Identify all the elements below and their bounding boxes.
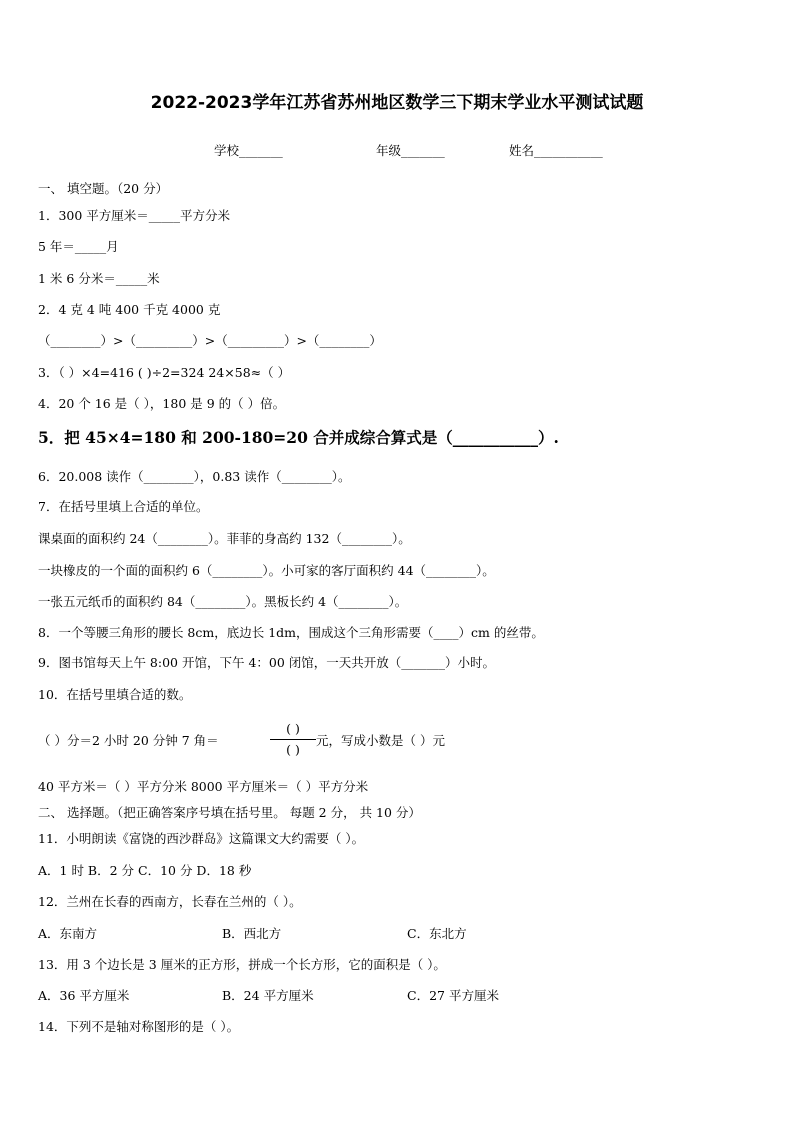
q4: 4．20 个 16 是（ ），180 是 9 的（ ）倍。 bbox=[38, 396, 286, 411]
q12-option-a: A．东南方 bbox=[38, 926, 98, 941]
q3: 3．（ ）×4=416 ( )÷2=324 24×58≈（ ） bbox=[38, 365, 291, 380]
q8: 8．一个等腰三角形的腰长 8cm，底边长 1dm，围成这个三角形需要（____）cm 的丝带。 bbox=[38, 625, 544, 640]
q7-c: 一张五元纸币的面积约 84（________）。黑板长约 4（________）。 bbox=[38, 594, 408, 609]
q2-a: 2．4 克 4 吨 400 千克 4000 克 bbox=[38, 302, 221, 317]
q7-b: 一块橡皮的一个面的面积约 6（________）。小可家的客厅面积约 44（________）。 bbox=[38, 563, 495, 578]
fraction-numerator: ( ) bbox=[286, 721, 300, 736]
q12-option-b: B．西北方 bbox=[222, 926, 282, 941]
grade-field: 年级_______ bbox=[376, 143, 445, 158]
q7-a: 课桌面的面积约 24（________）。菲菲的身高约 132（________）。 bbox=[38, 531, 411, 546]
q1-b: 5 年＝_____月 bbox=[38, 239, 119, 254]
q5: 5．把 45×4=180 和 200-180=20 合并成综合算式是（___________）. bbox=[38, 428, 559, 447]
q1-c: 1 米 6 分米＝_____米 bbox=[38, 271, 160, 286]
q9: 9．图书馆每天上午 8:00 开馆，下午 4：00 闭馆，一天共开放（_______）小时。 bbox=[38, 655, 496, 670]
q1-a: 1．300 平方厘米＝_____平方分米 bbox=[38, 208, 231, 223]
q13-option-c: C．27 平方厘米 bbox=[407, 988, 499, 1003]
q11-stem: 11．小明朗读《富饶的西沙群岛》这篇课文大约需要（ ）。 bbox=[38, 831, 365, 846]
q10-fraction bbox=[270, 720, 316, 759]
fraction-denominator: ( ) bbox=[286, 742, 300, 757]
q11-options: A．1 时 B．2 分 C．10 分 D．18 秒 bbox=[38, 863, 252, 878]
q7-stem: 7．在括号里填上合适的单位。 bbox=[38, 499, 209, 514]
q12-stem: 12．兰州在长春的西南方，长春在兰州的（ ）。 bbox=[38, 894, 302, 909]
section-2-heading: 二、 选择题。（把正确答案序号填在括号里。 每题 2 分， 共 10 分） bbox=[38, 805, 421, 820]
q12-option-c: C．东北方 bbox=[407, 926, 467, 941]
page-title: 2022-2023学年江苏省苏州地区数学三下期末学业水平测试试题 bbox=[150, 93, 644, 113]
q13-option-a: A．36 平方厘米 bbox=[38, 988, 130, 1003]
q10-stem: 10．在括号里填合适的数。 bbox=[38, 687, 192, 702]
q10-a-left: （ ）分＝2 小时 20 分钟 7 角＝ bbox=[38, 733, 219, 748]
q13-option-b: B．24 平方厘米 bbox=[222, 988, 314, 1003]
q10-a-right: 元，写成小数是（ ）元 bbox=[316, 733, 445, 748]
q10-b: 40 平方米＝（ ）平方分米 8000 平方厘米＝（ ）平方分米 bbox=[38, 779, 369, 794]
q2-b: （________）>（_________）>（_________）>（________） bbox=[38, 333, 382, 348]
section-1-heading: 一、 填空题。（20 分） bbox=[38, 181, 169, 196]
q6: 6．20.008 读作（________），0.83 读作（________）。 bbox=[38, 469, 351, 484]
q14-stem: 14．下列不是轴对称图形的是（ ）。 bbox=[38, 1019, 240, 1034]
school-field: 学校_______ bbox=[214, 143, 283, 158]
q13-stem: 13．用 3 个边长是 3 厘米的正方形，拼成一个长方形，它的面积是（ ）。 bbox=[38, 957, 446, 972]
name-field: 姓名___________ bbox=[509, 143, 603, 158]
fraction-bar bbox=[270, 739, 316, 740]
